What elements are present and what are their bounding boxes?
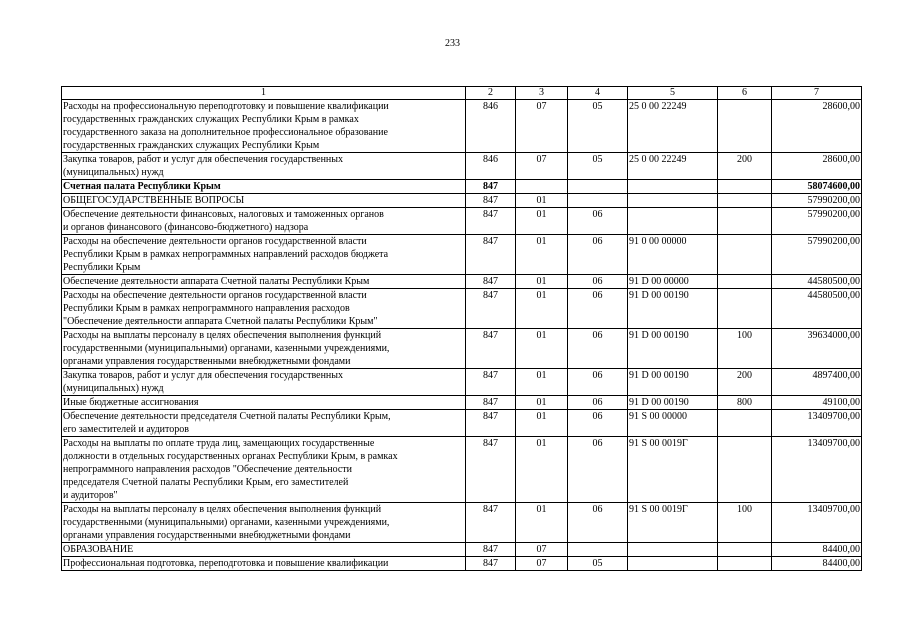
subsection-cell: 06: [568, 369, 628, 396]
section-cell: 07: [516, 100, 568, 153]
name-cell: Расходы на выплаты персоналу в целях обеспечения выполнения функций государственными (муниципальными) органами, казенными учреждениями, органами управления государственными внебюджетными фондами: [62, 329, 466, 369]
section-cell: 01: [516, 503, 568, 543]
subsection-cell: 05: [568, 153, 628, 180]
table-row: [62, 369, 862, 396]
table-row: [62, 557, 862, 571]
admin-code-cell: 847: [466, 369, 516, 396]
table-row: [62, 329, 862, 369]
amount-cell: 49100,00: [772, 396, 862, 410]
target-article-cell: [628, 208, 718, 235]
name-cell: Расходы на выплаты персоналу в целях обеспечения выполнения функций государственными (муниципальными) органами, казенными учреждениями, органами управления государственными внебюджетными фондами: [62, 503, 466, 543]
name-cell: ОБРАЗОВАНИЕ: [62, 543, 466, 557]
subsection-cell: 06: [568, 410, 628, 437]
name-cell: Закупка товаров, работ и услуг для обеспечения государственных (муниципальных) нужд: [62, 153, 466, 180]
name-cell: Счетная палата Республики Крым: [62, 180, 466, 194]
subsection-cell: 06: [568, 235, 628, 275]
subsection-cell: 06: [568, 289, 628, 329]
target-article-cell: 25 0 00 22249: [628, 100, 718, 153]
amount-cell: 58074600,00: [772, 180, 862, 194]
expense-type-cell: [718, 289, 772, 329]
amount-cell: 4897400,00: [772, 369, 862, 396]
table-row: [62, 194, 862, 208]
table-row: [62, 153, 862, 180]
admin-code-cell: 847: [466, 503, 516, 543]
expense-type-cell: [718, 208, 772, 235]
amount-cell: 28600,00: [772, 153, 862, 180]
expense-type-cell: [718, 410, 772, 437]
admin-code-cell: 847: [466, 180, 516, 194]
expense-type-cell: [718, 275, 772, 289]
table-row: [62, 100, 862, 153]
amount-cell: 44580500,00: [772, 275, 862, 289]
table-row: [62, 396, 862, 410]
target-article-cell: 91 S 00 0019Г: [628, 503, 718, 543]
target-article-cell: 91 S 00 00000: [628, 410, 718, 437]
admin-code-cell: 846: [466, 153, 516, 180]
expense-type-cell: 200: [718, 153, 772, 180]
section-cell: [516, 180, 568, 194]
expense-type-cell: [718, 543, 772, 557]
expense-type-cell: [718, 437, 772, 503]
admin-code-cell: 847: [466, 410, 516, 437]
section-cell: 01: [516, 194, 568, 208]
expense-type-cell: [718, 557, 772, 571]
amount-cell: 84400,00: [772, 557, 862, 571]
target-article-cell: 91 D 00 00000: [628, 275, 718, 289]
budget-table: [61, 86, 862, 571]
section-cell: 01: [516, 275, 568, 289]
name-cell: Профессиональная подготовка, переподготовка и повышение квалификации: [62, 557, 466, 571]
expense-type-cell: [718, 235, 772, 275]
target-article-cell: [628, 543, 718, 557]
subsection-cell: 05: [568, 557, 628, 571]
section-cell: 07: [516, 557, 568, 571]
subsection-cell: 06: [568, 275, 628, 289]
expense-type-cell: [718, 100, 772, 153]
admin-code-cell: 847: [466, 557, 516, 571]
header-cell: 5: [628, 87, 718, 100]
subsection-cell: [568, 543, 628, 557]
admin-code-cell: 847: [466, 329, 516, 369]
amount-cell: 57990200,00: [772, 235, 862, 275]
table-header-row: [62, 87, 862, 100]
section-cell: 01: [516, 369, 568, 396]
page-number: 233: [445, 38, 460, 49]
table-row: [62, 208, 862, 235]
admin-code-cell: 847: [466, 289, 516, 329]
target-article-cell: 91 D 00 00190: [628, 329, 718, 369]
subsection-cell: 06: [568, 329, 628, 369]
subsection-cell: 06: [568, 437, 628, 503]
subsection-cell: [568, 180, 628, 194]
admin-code-cell: 847: [466, 194, 516, 208]
target-article-cell: [628, 557, 718, 571]
name-cell: Обеспечение деятельности аппарата Счетной палаты Республики Крым: [62, 275, 466, 289]
name-cell: Расходы на выплаты по оплате труда лиц, замещающих государственные должности в отдельных государственных органах Республики Крым, в рамках непрограммного направления расходов "Обеспечение деятельности председателя Счетной палаты Республики Крым, его заместителей и аудиторов": [62, 437, 466, 503]
section-cell: 01: [516, 289, 568, 329]
name-cell: Расходы на профессиональную переподготовку и повышение квалификации государственных гражданских служащих Республики Крым в рамках государственного заказа на дополнительное профессиональное образование государственных гражданских служащих Республики Крым: [62, 100, 466, 153]
amount-cell: 39634000,00: [772, 329, 862, 369]
target-article-cell: 91 S 00 0019Г: [628, 437, 718, 503]
subsection-cell: 06: [568, 208, 628, 235]
name-cell: Расходы на обеспечение деятельности органов государственной власти Республики Крым в рамках непрограммного направления расходов "Обеспечение деятельности аппарата Счетной палаты Республики Крым": [62, 289, 466, 329]
section-cell: 07: [516, 153, 568, 180]
table-row: [62, 289, 862, 329]
name-cell: Обеспечение деятельности председателя Счетной палаты Республики Крым, его заместителей и аудиторов: [62, 410, 466, 437]
header-cell: 3: [516, 87, 568, 100]
header-cell: 1: [62, 87, 466, 100]
name-cell: ОБЩЕГОСУДАРСТВЕННЫЕ ВОПРОСЫ: [62, 194, 466, 208]
section-cell: 01: [516, 437, 568, 503]
admin-code-cell: 847: [466, 235, 516, 275]
expense-type-cell: 100: [718, 503, 772, 543]
admin-code-cell: 847: [466, 275, 516, 289]
name-cell: Обеспечение деятельности финансовых, налоговых и таможенных органов и органов финансового (финансово-бюджетного) надзора: [62, 208, 466, 235]
admin-code-cell: 846: [466, 100, 516, 153]
section-cell: 01: [516, 410, 568, 437]
table-row: [62, 235, 862, 275]
amount-cell: 13409700,00: [772, 437, 862, 503]
expense-type-cell: 800: [718, 396, 772, 410]
amount-cell: 57990200,00: [772, 194, 862, 208]
amount-cell: 13409700,00: [772, 503, 862, 543]
table-row: [62, 437, 862, 503]
subsection-cell: 06: [568, 396, 628, 410]
subsection-cell: 05: [568, 100, 628, 153]
header-cell: 7: [772, 87, 862, 100]
section-cell: 01: [516, 396, 568, 410]
target-article-cell: 91 D 00 00190: [628, 396, 718, 410]
amount-cell: 44580500,00: [772, 289, 862, 329]
header-cell: 6: [718, 87, 772, 100]
table-row: [62, 275, 862, 289]
header-cell: 4: [568, 87, 628, 100]
name-cell: Закупка товаров, работ и услуг для обеспечения государственных (муниципальных) нужд: [62, 369, 466, 396]
name-cell: Расходы на обеспечение деятельности органов государственной власти Республики Крым в рамках непрограммных направлений расходов бюджета Республики Крым: [62, 235, 466, 275]
header-cell: 2: [466, 87, 516, 100]
expense-type-cell: 100: [718, 329, 772, 369]
section-cell: 07: [516, 543, 568, 557]
admin-code-cell: 847: [466, 543, 516, 557]
admin-code-cell: 847: [466, 396, 516, 410]
subsection-cell: [568, 194, 628, 208]
table-row: [62, 180, 862, 194]
amount-cell: 84400,00: [772, 543, 862, 557]
target-article-cell: 91 D 00 00190: [628, 369, 718, 396]
table-row: [62, 410, 862, 437]
section-cell: 01: [516, 208, 568, 235]
expense-type-cell: [718, 180, 772, 194]
target-article-cell: 91 0 00 00000: [628, 235, 718, 275]
target-article-cell: 91 D 00 00190: [628, 289, 718, 329]
section-cell: 01: [516, 235, 568, 275]
target-article-cell: 25 0 00 22249: [628, 153, 718, 180]
subsection-cell: 06: [568, 503, 628, 543]
target-article-cell: [628, 194, 718, 208]
target-article-cell: [628, 180, 718, 194]
name-cell: Иные бюджетные ассигнования: [62, 396, 466, 410]
table-row: [62, 543, 862, 557]
amount-cell: 28600,00: [772, 100, 862, 153]
expense-type-cell: 200: [718, 369, 772, 396]
amount-cell: 13409700,00: [772, 410, 862, 437]
admin-code-cell: 847: [466, 437, 516, 503]
admin-code-cell: 847: [466, 208, 516, 235]
expense-type-cell: [718, 194, 772, 208]
table-row: [62, 503, 862, 543]
section-cell: 01: [516, 329, 568, 369]
amount-cell: 57990200,00: [772, 208, 862, 235]
